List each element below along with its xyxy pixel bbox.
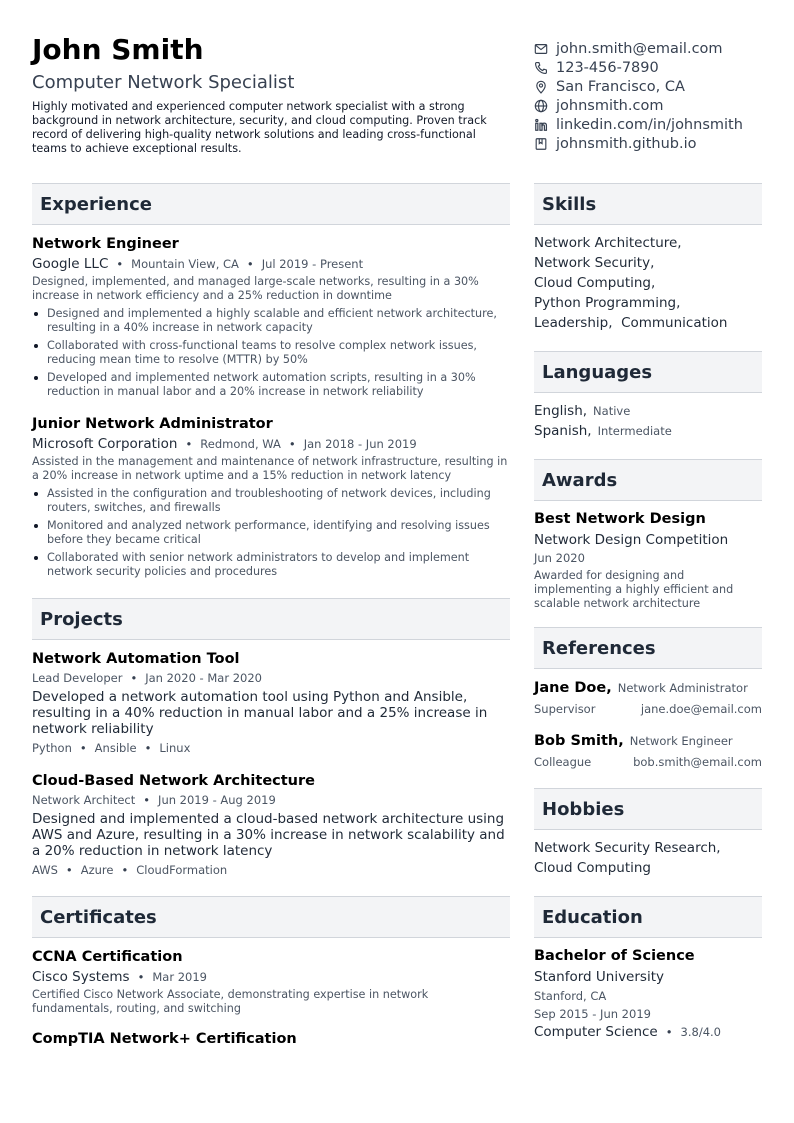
project-item [32,772,510,878]
language-level: Native [593,404,631,418]
tech-tag: AWS [32,863,58,877]
certificate-title: CompTIA Network+ Certification [32,1031,297,1047]
contact-email[interactable] [534,39,774,58]
project-description: Designed and implemented a cloud-based network architecture using AWS and Azure, resulting in a 30% increase in network scalability and a 20% reduction in network latency [32,811,505,859]
left-column [32,183,510,1048]
website-text: johnsmith.com [556,97,664,114]
skill-line: Python Programming, [534,295,681,311]
contact-website[interactable] [534,96,774,115]
reference-name: Bob Smith, [534,733,624,749]
job-title: Junior Network Administrator [32,416,273,432]
certificate-issuer: Cisco Systems [32,969,130,985]
certificate-date: Mar 2019 [152,970,207,984]
school-location: Stanford, CA [534,989,607,1003]
reference-details [534,701,762,717]
job-dates: Jan 2018 - Jun 2019 [303,437,417,451]
phone-text: 123-456-7890 [556,59,659,76]
skill-line: Network Architecture, [534,235,682,251]
project-description: Developed a network automation tool using Python and Ansible, resulting in a 40% reduction in manual labor and a 25% increase in network reliability [32,689,488,737]
bookmark-icon [534,137,548,151]
job-title: Network Engineer [32,236,179,252]
project-title: Network Automation Tool [32,651,240,667]
language-item [534,421,762,441]
job-summary: Assisted in the management and maintenance of network infrastructure, resulting in a 20% increase in network uptime and a 15% reduction in network latency [32,455,508,482]
contact-location [534,77,774,96]
education-field-row: Computer Science • 3.8/4.0 [534,1024,721,1040]
map-pin-icon [534,80,548,94]
gpa-value: 3.8/4.0 [680,1025,721,1039]
school-name: Stanford University [534,969,664,985]
experience-heading: Experience [32,183,510,225]
certificate-item [32,948,510,1016]
awards-heading: Awards [534,459,762,501]
reference-relation: Colleague [534,755,592,769]
hobbies-heading: Hobbies [534,788,762,830]
certificate-description: Certified Cisco Network Associate, demonstrating expertise in network fundamentals, routing, and switching [32,988,429,1015]
job-bullet: Developed and implemented network automation scripts, resulting in a 30% reduction in manual labor and a 20% increase in network reliability [32,371,510,399]
reference-item [534,731,762,770]
job-bullets [32,487,510,579]
reference-name: Jane Doe, [534,680,612,696]
project-dates: Jan 2020 - Mar 2020 [145,671,262,685]
reference-role: Network Engineer [629,734,733,748]
contact-list [534,39,774,153]
hobbies-list [534,838,762,878]
project-title: Cloud-Based Network Architecture [32,773,315,789]
tech-tag: Linux [159,741,191,755]
candidate-name: John Smith [32,33,204,66]
award-issuer: Network Design Competition [534,532,729,548]
project-tech: Python • Ansible • Linux [32,741,191,755]
experience-item [32,415,510,579]
skills-list [534,233,762,333]
envelope-icon [534,42,548,56]
experience-item [32,235,510,399]
tech-tag: Azure [80,863,114,877]
education-heading: Education [534,896,762,938]
skills-heading: Skills [534,183,762,225]
language-item [534,401,762,421]
reference-header [534,731,762,750]
job-location: Redmond, WA [200,437,281,451]
language-level: Intermediate [597,424,672,438]
certificates-heading: Certificates [32,896,510,938]
certificate-title: CCNA Certification [32,949,183,965]
job-bullet: Assisted in the configuration and troubleshooting of network devices, including routers, switches, and firewalls [32,487,510,515]
certificate-meta: Cisco Systems • Mar 2019 [32,969,207,985]
skill-line: Leadership, Communication [534,315,728,331]
languages-list [534,401,762,441]
tech-tag: Ansible [94,741,137,755]
email-text: john.smith@email.com [556,40,723,57]
linkedin-text: linkedin.com/in/johnsmith [556,116,743,133]
job-bullet: Collaborated with cross-functional teams to resolve complex network issues, reducing mean time to resolve (MTTR) by 50% [32,339,510,367]
job-meta: Microsoft Corporation • Redmond, WA • Jan 2018 - Jun 2019 [32,436,417,452]
right-column [534,183,762,1040]
project-role: Lead Developer [32,671,123,685]
github-text: johnsmith.github.io [556,135,697,152]
award-description: Awarded for designing and implementing a highly efficient and scalable network architecture [534,569,734,610]
project-role: Network Architect [32,793,136,807]
languages-heading: Languages [534,351,762,393]
certificate-item [32,1030,510,1048]
resume-header [32,34,512,156]
hobby-line: Cloud Computing [534,860,651,876]
language-name: English, [534,403,588,419]
job-meta: Google LLC • Mountain View, CA • Jul 2019 - Present [32,256,364,272]
reference-header [534,678,762,697]
project-meta: Network Architect • Jun 2019 - Aug 2019 [32,793,276,807]
job-bullet: Collaborated with senior network administrators to develop and implement network security policies and procedures [32,551,510,579]
skill-line: Network Security, [534,255,655,271]
profile-summary: Highly motivated and experienced computer network specialist with a strong background in network architecture, security, and cloud computing. Proven track record of delivering high-quality network solutions and leading cross-functional teams to achieve exceptional results. [32,100,487,155]
project-item [32,650,510,756]
reference-item [534,678,762,717]
award-date: Jun 2020 [534,551,585,565]
reference-email[interactable]: jane.doe@email.com [640,702,762,716]
skill-line: Cloud Computing, [534,275,656,291]
award-title: Best Network Design [534,511,706,527]
education-dates: Sep 2015 - Jun 2019 [534,1007,651,1021]
contact-phone[interactable] [534,58,774,77]
globe-icon [534,99,548,113]
project-meta: Lead Developer • Jan 2020 - Mar 2020 [32,671,262,685]
reference-details [534,754,762,770]
reference-relation: Supervisor [534,702,596,716]
degree-title: Bachelor of Science [534,948,695,964]
company-name: Google LLC [32,256,109,272]
education-item [534,947,762,1040]
job-bullet: Monitored and analyzed network performance, identifying and resolving issues before they became critical [32,519,510,547]
reference-email[interactable]: bob.smith@email.com [633,755,762,769]
job-summary: Designed, implemented, and managed large-scale networks, resulting in a 30% increase in network efficiency and a 25% reduction in downtime [32,275,479,302]
tech-tag: Python [32,741,72,755]
reference-role: Network Administrator [617,681,748,695]
company-name: Microsoft Corporation [32,436,178,452]
projects-heading: Projects [32,598,510,640]
job-location: Mountain View, CA [131,257,239,271]
references-heading: References [534,627,762,669]
tech-tag: CloudFormation [136,863,228,877]
job-bullets [32,307,510,399]
hobby-line: Network Security Research, [534,840,721,856]
contact-linkedin[interactable] [534,115,774,134]
location-text: San Francisco, CA [556,78,685,95]
project-tech: AWS • Azure • CloudFormation [32,863,228,877]
job-bullet: Designed and implemented a highly scalable and efficient network architecture, resulting in a 40% increase in network capacity [32,307,510,335]
field-of-study: Computer Science [534,1024,658,1040]
project-dates: Jun 2019 - Aug 2019 [158,793,276,807]
linkedin-icon [534,118,548,132]
language-name: Spanish, [534,423,592,439]
candidate-role: Computer Network Specialist [32,72,295,93]
job-dates: Jul 2019 - Present [261,257,364,271]
contact-github[interactable] [534,134,774,153]
phone-icon [534,61,548,75]
award-item [534,510,762,611]
